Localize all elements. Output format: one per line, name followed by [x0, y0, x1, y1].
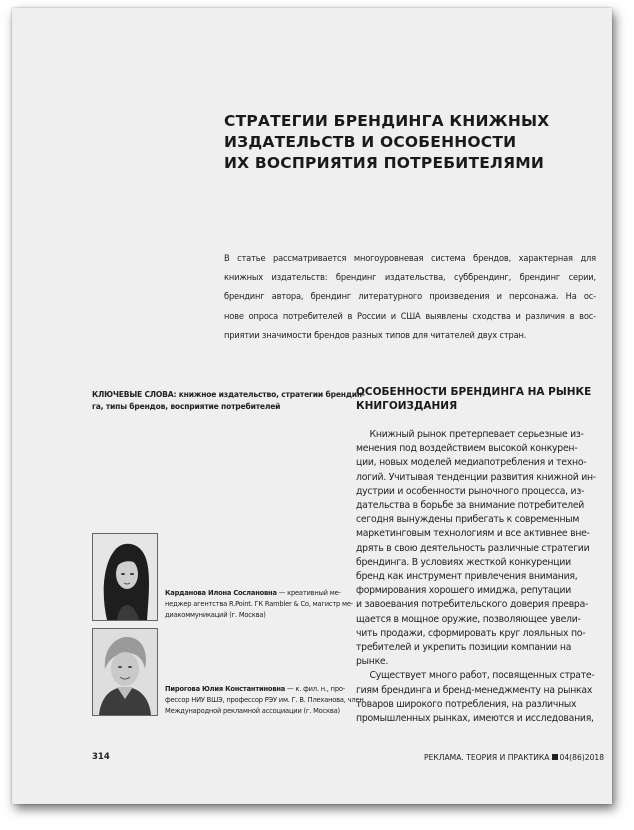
author-bio-text: неджер агентства R.Point. ГК Rambler & Co, магистр ме- — [165, 600, 353, 608]
abstract-line: приятии значимости брендов разных типов для читателей двух стран. — [224, 329, 527, 341]
body-line: маркетинговым технологиям и все активнее вне- — [356, 528, 590, 540]
body-line: Существует много работ, посвященных страте- — [356, 670, 595, 682]
body-line: и завоевания потребительского доверия превра- — [356, 599, 589, 611]
title-line: ИЗДАТЕЛЬСТВ И ОСОБЕННОСТИ — [224, 133, 517, 151]
keywords — [92, 389, 365, 413]
author-bio-text: — креативный ме- — [276, 589, 341, 597]
body-line: сегодня вынуждены прибегать к современным — [356, 514, 580, 526]
body-line: логий. Учитывая тенденции развития книжной ин- — [356, 471, 596, 483]
journal-footer — [424, 753, 605, 762]
body-line: дустрии и особенности рыночного процесса, из- — [356, 485, 585, 497]
journal-name: РЕКЛАМА. ТЕОРИЯ И ПРАКТИКА — [424, 753, 550, 762]
body-line: дательства в борьбе за внимание потребителей — [356, 500, 585, 512]
body-line: рынке. — [356, 656, 389, 668]
body-text — [356, 428, 596, 726]
body-line: гиям брендинга и бренд-менеджменту на рынках — [356, 684, 593, 696]
author-bio-text: диакоммуникаций (г. Москва) — [165, 611, 266, 619]
body-line: формирования хорошего имиджа, репутации — [356, 585, 572, 597]
section-heading — [356, 386, 596, 413]
body-line: Книжный рынок претерпевает серьезные из- — [356, 429, 584, 440]
author-bio-text: Международной рекламной ассоциации (г. Москва) — [165, 707, 340, 715]
body-line: ции, новых моделей медиапотребления и техно- — [356, 457, 587, 469]
author-bio-text: — к. фил. н., про- — [285, 685, 345, 693]
abstract-line: брендинг автора, брендинг литературного произведения и персонажа. На ос- — [224, 291, 596, 303]
journal-page — [12, 8, 612, 804]
journal-issue: 04(86)2018 — [559, 753, 605, 762]
keywords-text: га, типы брендов, восприятие потребителей — [92, 402, 281, 411]
author-name: Карданова Илона Сослановна — [165, 589, 277, 597]
title-line: СТРАТЕГИИ БРЕНДИНГА КНИЖНЫХ — [224, 112, 550, 130]
keywords-text: книжное издательство, стратегии брендин- — [176, 390, 365, 399]
abstract-line: книжных издательств: брендинг издательства, суббрендинг, брендинг серии, — [224, 272, 596, 284]
body-line: требителей и укрепить позиции компании на — [356, 642, 572, 654]
author-name: Пирогова Юлия Константиновна — [165, 685, 286, 693]
body-line: щается в мощное оружие, позволяющее увели- — [356, 613, 581, 625]
author-bio-text: фессор НИУ ВШЭ, профессор РЭУ им. Г. В. Плеханова, член — [165, 696, 364, 704]
page-number: 314 — [92, 752, 110, 762]
title-line: ИХ ВОСПРИЯТИЯ ПОТРЕБИТЕЛЯМИ — [224, 154, 545, 172]
body-line: бренд как инструмент привлечения внимания, — [356, 571, 578, 583]
abstract-line: нове опроса потребителей в России и США выявлены сходства и различия в вос- — [224, 310, 596, 322]
keywords-label: КЛЮЧЕВЫЕ СЛОВА: — [92, 390, 177, 399]
section-heading-line: КНИГОИЗДАНИЯ — [356, 399, 458, 412]
body-line: менения под воздействием высокой конкурен- — [356, 443, 578, 455]
author-photo-pirogova — [92, 628, 158, 716]
square-bullet-icon — [552, 754, 558, 760]
abstract-line: В статье рассматривается многоуровневая система брендов, характерная для — [224, 253, 596, 264]
body-line: дрять в свою деятельность различные стратегии — [356, 542, 590, 554]
article-title — [224, 111, 554, 174]
author-bio — [165, 588, 353, 621]
body-line: промышленных рынках, имеются и исследования, — [356, 713, 594, 725]
author-photo-kardanova — [92, 533, 158, 621]
body-line: чить продажи, сформировать круг лояльных по- — [356, 627, 586, 639]
author-bio — [165, 684, 364, 717]
body-line: брендинга. В условиях жесткой конкуренции — [356, 556, 571, 568]
section-heading-line: ОСОБЕННОСТИ БРЕНДИНГА НА РЫНКЕ — [356, 386, 592, 398]
abstract — [224, 249, 596, 345]
body-line: товаров широкого потребления, на различных — [356, 698, 577, 710]
